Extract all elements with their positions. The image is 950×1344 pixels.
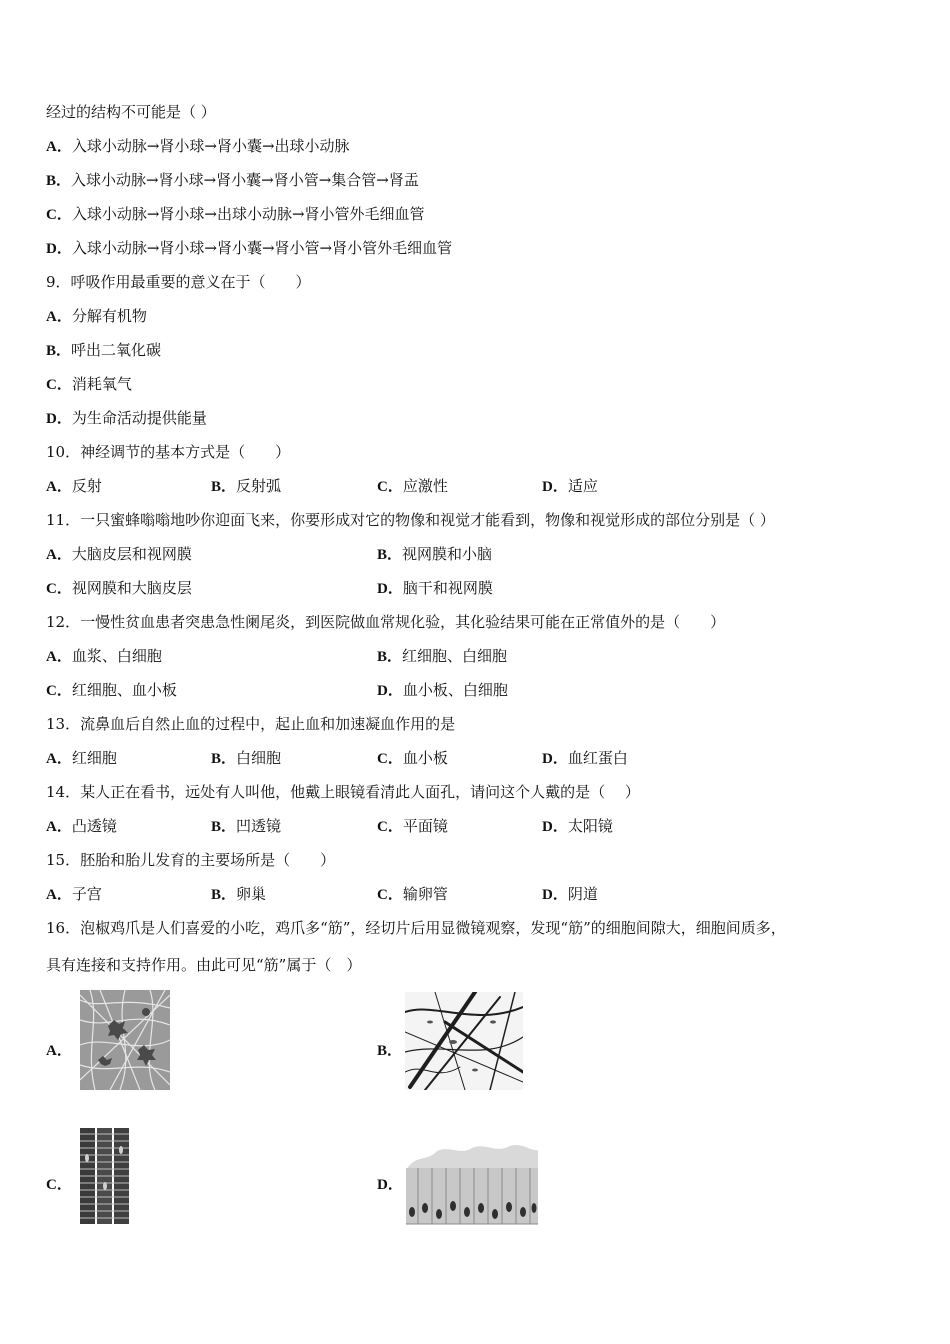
q14-stem: 14．某人正在看书，远处有人叫他，他戴上眼镜看清此人面孔，请问这个人戴的是（ ）: [46, 783, 640, 801]
epithelial-tissue-icon: [406, 1142, 538, 1228]
q11-option-b: B．视网膜和小脑: [377, 545, 493, 563]
q12-option-c: C．红细胞、血小板: [46, 681, 177, 699]
nerve-tissue-icon: [80, 990, 170, 1090]
q8-option-b: B．入球小动脉→肾小球→肾小囊→肾小管→集合管→肾盂: [46, 171, 419, 189]
q14-option-c: C．平面镜: [377, 817, 448, 835]
q8-stem-tail: 经过的结构不可能是（ ）: [46, 103, 216, 121]
muscle-tissue-icon: [78, 1128, 132, 1224]
q16-option-d-letter: D．: [377, 1177, 403, 1193]
q15-option-b: B．卵巢: [211, 885, 267, 903]
q16-stem-line1: 16．泡椒鸡爪是人们喜爱的小吃，鸡爪多“筋”，经切片后用显微镜观察，发现“筋”的细胞间隙大，细胞间质多，: [46, 919, 786, 937]
q12-option-b: B．红细胞、白细胞: [377, 647, 508, 665]
q16-option-c-letter: C．: [46, 1177, 72, 1193]
q8-option-d: D．入球小动脉→肾小球→肾小囊→肾小管→肾小管外毛细血管: [46, 239, 453, 257]
q15-option-a: A．子宫: [46, 885, 102, 903]
q12-option-d: D．血小板、白细胞: [377, 681, 508, 699]
q13-option-b: B．白细胞: [211, 749, 282, 767]
q15-stem: 15．胚胎和胎儿发育的主要场所是（ ）: [46, 851, 336, 869]
q15-option-d: D．阴道: [542, 885, 598, 903]
q15-option-c: C．输卵管: [377, 885, 448, 903]
q11-option-c: C．视网膜和大脑皮层: [46, 579, 192, 597]
q16-stem-line2: 具有连接和支持作用。由此可见“筋”属于（ ）: [46, 956, 362, 974]
q11-stem: 11．一只蜜蜂嗡嗡地吵你迎面飞来，你要形成对它的物像和视觉才能看到，物像和视觉形成的部位分别是（ ）: [46, 511, 775, 529]
q12-option-a: A．血浆、白细胞: [46, 647, 162, 665]
q16-option-b-letter: B．: [377, 1043, 403, 1059]
q10-option-c: C．应激性: [377, 477, 448, 495]
q9-option-a: A．分解有机物: [46, 307, 147, 325]
q13-stem: 13．流鼻血后自然止血的过程中，起止血和加速凝血作用的是: [46, 715, 456, 733]
q12-stem: 12．一慢性贫血患者突患急性阑尾炎，到医院做血常规化验，其化验结果可能在正常值外的是（ ）: [46, 613, 726, 631]
q13-option-a: A．红细胞: [46, 749, 117, 767]
q11-option-d: D．脑干和视网膜: [377, 579, 493, 597]
q10-option-b: B．反射弧: [211, 477, 282, 495]
q10-stem: 10．神经调节的基本方式是（ ）: [46, 443, 291, 461]
q8-option-c: C．入球小动脉→肾小球→出球小动脉→肾小管外毛细血管: [46, 205, 425, 223]
q8-option-a: A．入球小动脉→肾小球→肾小囊→出球小动脉: [46, 137, 350, 155]
q13-option-c: C．血小板: [377, 749, 448, 767]
q10-option-a: A．反射: [46, 477, 102, 495]
q9-option-c: C．消耗氧气: [46, 375, 132, 393]
q14-option-d: D．太阳镜: [542, 817, 613, 835]
q9-stem: 9．呼吸作用最重要的意义在于（ ）: [46, 273, 311, 291]
q13-option-d: D．血红蛋白: [542, 749, 628, 767]
q16-option-a-letter: A．: [46, 1043, 72, 1059]
q11-option-a: A．大脑皮层和视网膜: [46, 545, 192, 563]
q14-option-a: A．凸透镜: [46, 817, 117, 835]
q14-option-b: B．凹透镜: [211, 817, 282, 835]
q9-option-b: B．呼出二氧化碳: [46, 341, 162, 359]
q10-option-d: D．适应: [542, 477, 598, 495]
connective-tissue-icon: [405, 992, 523, 1090]
q9-option-d: D．为生命活动提供能量: [46, 409, 207, 427]
